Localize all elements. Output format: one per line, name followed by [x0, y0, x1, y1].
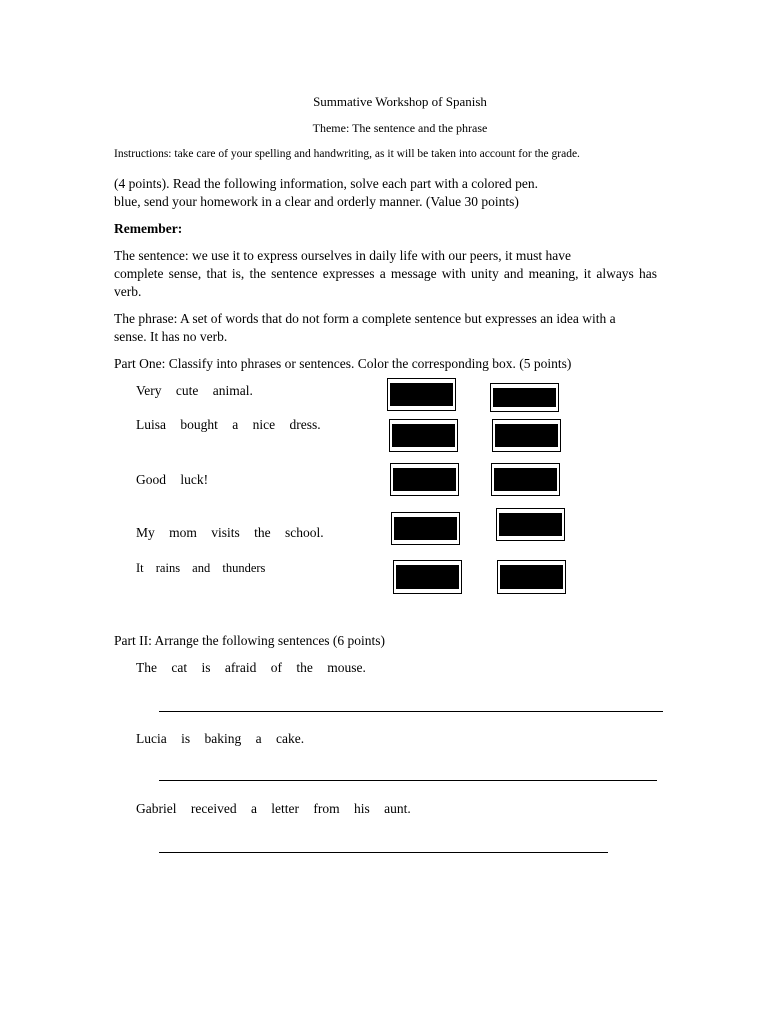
box-fill	[392, 424, 455, 447]
intro-paragraph	[114, 175, 657, 211]
document-title: Summative Workshop of Spanish	[313, 94, 487, 109]
intro-line: (4 points). Read the following information, solve each part with a colored pen.	[114, 176, 539, 191]
answer-line[interactable]	[159, 711, 663, 712]
remember-heading: Remember:	[114, 221, 183, 236]
part-one-item: Luisa bought a nice dress.	[136, 417, 321, 432]
part-one-item: My mom visits the school.	[136, 525, 324, 540]
sentence-box[interactable]	[492, 419, 561, 452]
phrase-definition	[114, 310, 657, 346]
answer-line[interactable]	[159, 852, 608, 853]
box-fill	[500, 565, 563, 589]
definition-line: sense. It has no verb.	[114, 329, 228, 344]
box-fill	[493, 388, 556, 407]
part-one-item: It rains and thunders	[136, 561, 266, 575]
instructions: Instructions: take care of your spelling and handwriting, as it will be taken into account for the grade.	[114, 148, 580, 160]
answer-line[interactable]	[159, 780, 657, 781]
box-fill	[495, 424, 558, 447]
part-two-item: Lucia is baking a cake.	[136, 731, 305, 746]
phrase-box[interactable]	[387, 378, 456, 411]
part-two-heading: Part II: Arrange the following sentences (6 points)	[114, 633, 386, 648]
box-fill	[393, 468, 456, 491]
definition-line: complete sense, that is, the sentence expresses a message with unity and meaning, it always has	[114, 266, 657, 281]
part-one-item: Very cute animal.	[136, 383, 253, 398]
phrase-box[interactable]	[390, 463, 459, 496]
sentence-box[interactable]	[497, 560, 566, 594]
phrase-box[interactable]	[391, 512, 460, 545]
box-fill	[394, 517, 457, 540]
definition-line: verb.	[114, 284, 142, 299]
part-two-item: Gabriel received a letter from his aunt.	[136, 801, 411, 816]
part-one-item: Good luck!	[136, 472, 209, 487]
intro-line: blue, send your homework in a clear and orderly manner. (Value 30 points)	[114, 194, 519, 209]
sentence-box[interactable]	[496, 508, 565, 541]
phrase-box[interactable]	[389, 419, 458, 452]
box-fill	[396, 565, 459, 589]
box-fill	[494, 468, 557, 491]
sentence-box[interactable]	[491, 463, 560, 496]
sentence-box[interactable]	[490, 383, 559, 412]
sentence-definition	[114, 247, 657, 301]
part-two-item: The cat is afraid of the mouse.	[136, 660, 366, 675]
definition-line: The sentence: we use it to express ourselves in daily life with our peers, it must have	[114, 248, 572, 263]
box-fill	[390, 383, 453, 406]
definition-line: The phrase: A set of words that do not form a complete sentence but expresses an idea with a	[114, 311, 616, 326]
phrase-box[interactable]	[393, 560, 462, 594]
box-fill	[499, 513, 562, 536]
part-one-heading: Part One: Classify into phrases or sentences. Color the corresponding box. (5 points)	[114, 356, 572, 371]
document-theme: Theme: The sentence and the phrase	[312, 121, 488, 135]
